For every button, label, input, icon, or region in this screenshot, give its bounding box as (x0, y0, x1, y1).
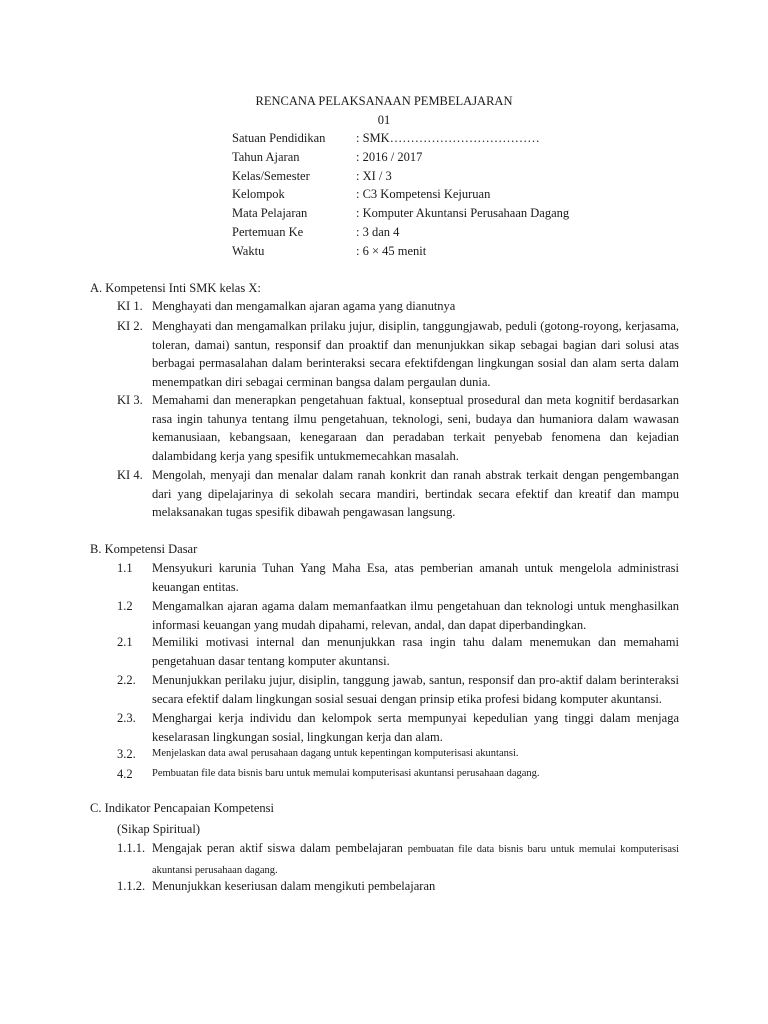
document-number: 01 (377, 113, 391, 127)
kd-item: 1.2 Mengamalkan ajaran agama dalam memanfaatkan ilmu pengetahuan dan teknologi untuk menghasilkan informasi keuangan yang mudah dipahami, relevan, andal, dan dapat diperbandingkan. (117, 599, 679, 632)
info-row-tahun-ajaran: Tahun Ajaran : 2016 / 2017 (232, 149, 423, 164)
kd-item: 2.1 Memiliki motivasi internal dan menunjukkan rasa ingin tahu dalam menemukan dan memahami pengetahuan dasar tentang komputer akuntansi. (117, 635, 679, 668)
kd-item: 2.3. Menghargai kerja individu dan kelompok serta mempunyai kepedulian yang tinggi dalam menjaga keselarasan lingkungan sosial, lingkungan kerja dan alam. (117, 711, 679, 744)
section-b-heading: B. Kompetensi Dasar (90, 542, 198, 556)
info-row-pertemuan: Pertemuan Ke : 3 dan 4 (232, 224, 400, 239)
info-row-waktu: Waktu : 6 × 45 menit (232, 243, 427, 258)
ki-item: KI 1. Menghayati dan mengamalkan ajaran agama yang dianutnya (117, 299, 456, 313)
section-c-heading: C. Indikator Pencapaian Kompetensi (90, 801, 274, 815)
indicator-item: 1.1.2. Menunjukkan keseriusan dalam mengikuti pembelajaran (117, 879, 436, 893)
kd-item: 1.1 Mensyukuri karunia Tuhan Yang Maha Esa, atas pemberian amanah untuk mengelola administrasi keuangan entitas. (117, 561, 679, 594)
ki-item: KI 2. Menghayati dan mengamalkan prilaku jujur, disiplin, tanggungjawab, peduli (gotong-royong, kerjasama, toleran, damai) santun, responsif dan proaktif dan menunjukkan sikap sebagai bagian dari solusi atas berbagai permasalahan dalam berinteraksi secara efektifdengan lingkungan sosial dan alam serta dalam menempatkan diri sebagai cerminan bangsa dalam pergaulan dunia. (117, 319, 679, 389)
kd-item: 2.2. Menunjukkan perilaku jujur, disiplin, tanggung jawab, santun, responsif dan pro-aktif dalam berinteraksi secara efektif dalam lingkungan sosial sesuai dengan prinsip etika profesi bidang komputer akuntansi. (117, 673, 679, 706)
info-row-satuan-pendidikan: Satuan Pendidikan : SMK……………………………… (232, 131, 540, 145)
document-title: RENCANA PELAKSANAAN PEMBELAJARAN (255, 94, 513, 108)
ki-item: KI 3. Memahami dan menerapkan pengetahuan faktual, konseptual prosedural dan meta kognitif berdasarkan rasa ingin tahunya tentang ilmu pengetahuan, teknologi, seni, budaya dan humaniora dalam wawasan kemanusiaan, kebangsaan, kenegaraan dan peradaban terkait penyebab fenomena dan kejadian dalambidang kerja yang spesifik untukmemecahkan masalah. (117, 393, 679, 463)
indicator-item: 1.1.1. Mengajak peran aktif siswa dalam pembelajaran pembuatan file data bisnis baru untuk memulai komputerisasi akuntansi perusahaan dagang. (117, 841, 679, 876)
kd-item: 4.2 Pembuatan file data bisnis baru untuk memulai komputerisasi akuntansi perusahaan dagang. (117, 767, 540, 781)
info-row-mata-pelajaran: Mata Pelajaran : Komputer Akuntansi Perusahaan Dagang (232, 206, 570, 221)
section-a-heading: A. Kompetensi Inti SMK kelas X: (90, 281, 261, 295)
ki-item: KI 4. Mengolah, menyaji dan menalar dalam ranah konkrit dan ranah abstrak terkait dengan pengembangan dari yang dipelajarinya di sekolah secara mandiri, bertindak secara efektif dan kreatif dan mampu melaksanakan tugas spesifik dibawah pengawasan langsung. (117, 468, 679, 519)
info-row-kelas-semester: Kelas/Semester : XI / 3 (232, 168, 392, 183)
kd-item: 3.2. Menjelaskan data awal perusahaan dagang untuk kepentingan komputerisasi akuntansi. (117, 747, 519, 761)
section-c-subheading: (Sikap Spiritual) (117, 822, 200, 836)
info-row-kelompok: Kelompok : C3 Kompetensi Kejuruan (232, 187, 491, 202)
info-table (232, 129, 692, 261)
